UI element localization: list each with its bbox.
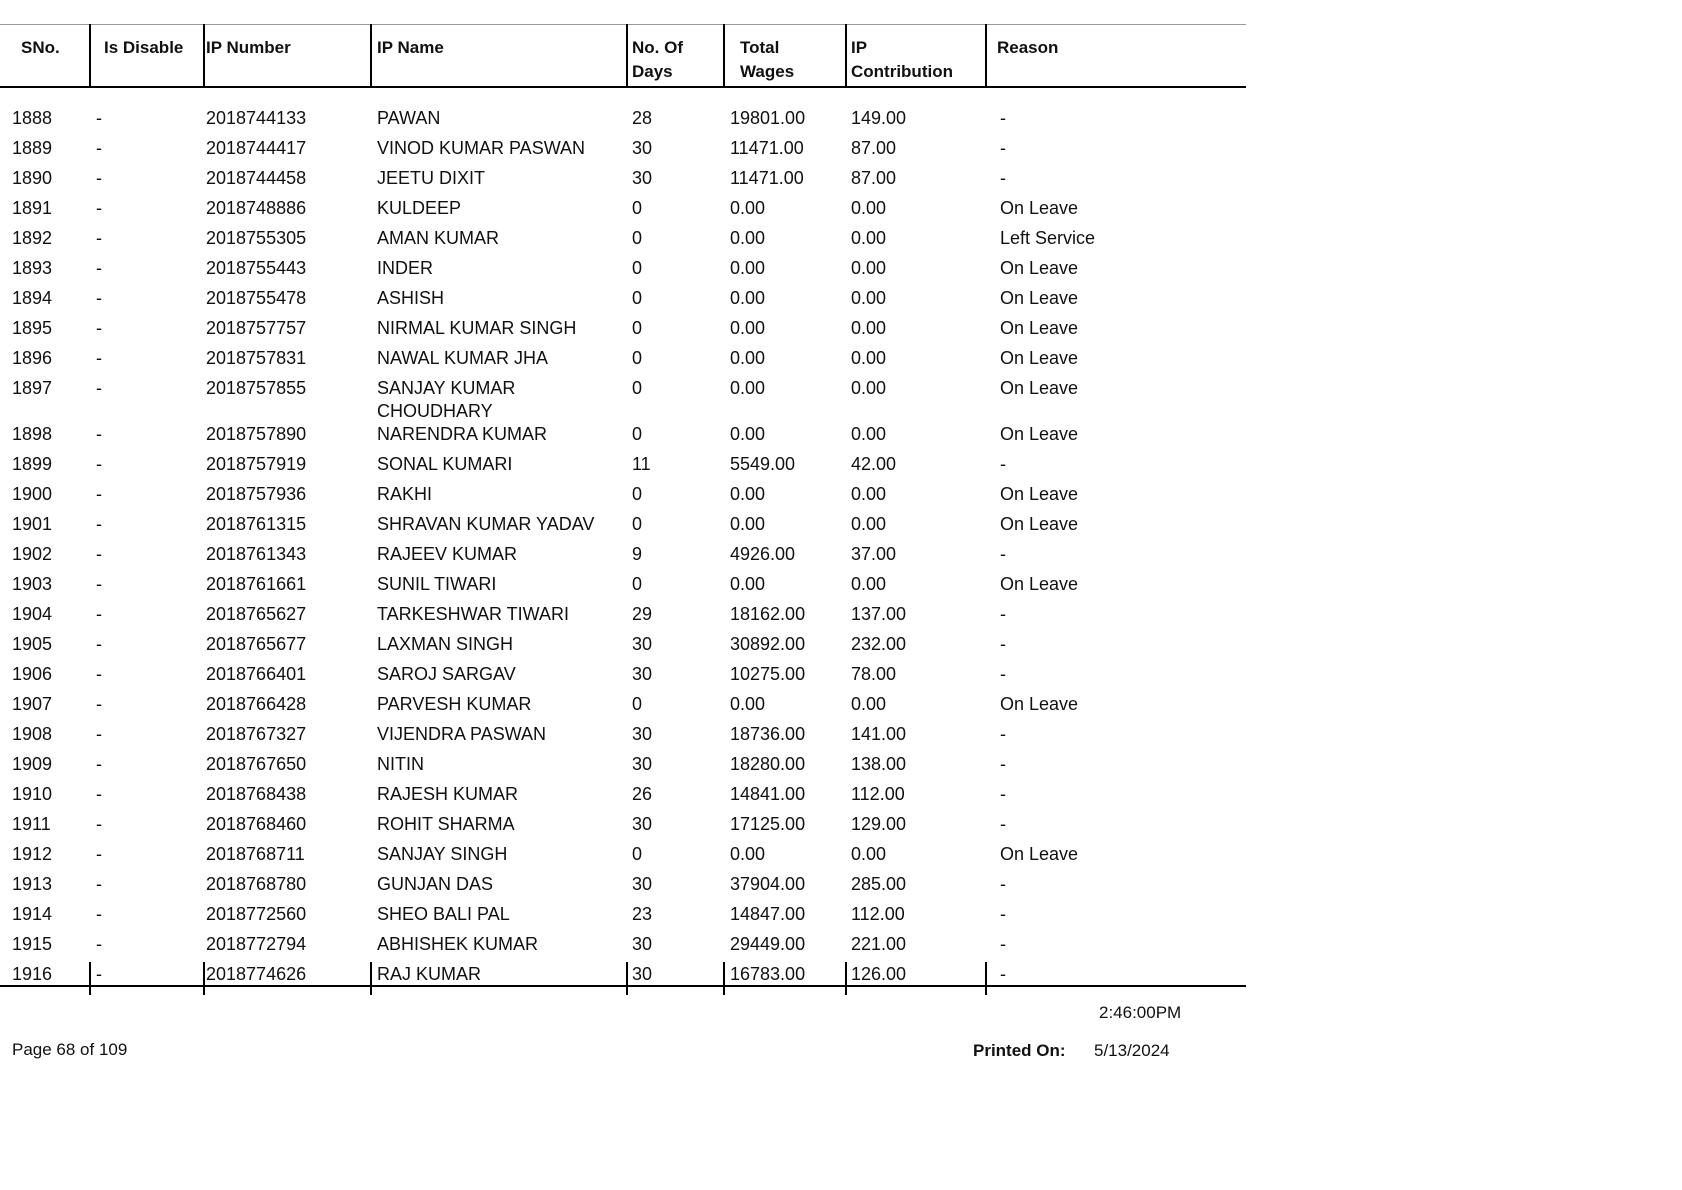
table-bottom-border	[0, 985, 1246, 987]
cell-days: 0	[632, 424, 643, 444]
cell-reason: On Leave	[1000, 844, 1079, 864]
cell-is-disable: -	[96, 514, 102, 534]
cell-is-disable: -	[96, 574, 102, 594]
cell-sno: 1897	[12, 378, 53, 398]
cell-ip-name: SHRAVAN KUMAR YADAV	[377, 514, 595, 534]
cell-reason: On Leave	[1000, 514, 1079, 534]
cell-contribution: 232.00	[851, 634, 907, 654]
cell-ip-number: 2018757936	[206, 484, 307, 504]
cell-days: 0	[632, 198, 643, 218]
cell-contribution: 42.00	[851, 454, 897, 474]
cell-is-disable: -	[96, 348, 102, 368]
cell-reason: -	[1000, 108, 1006, 128]
cell-ip-number: 2018772560	[206, 904, 307, 924]
cell-reason: -	[1000, 754, 1006, 774]
cell-ip-number: 2018767327	[206, 724, 307, 744]
cell-sno: 1910	[12, 784, 53, 804]
cell-is-disable: -	[96, 724, 102, 744]
cell-wages: 14841.00	[730, 784, 806, 804]
cell-is-disable: -	[96, 484, 102, 504]
cell-wages: 0.00	[730, 228, 766, 248]
cell-sno: 1894	[12, 288, 53, 308]
cell-sno: 1903	[12, 574, 53, 594]
cell-sno: 1892	[12, 228, 53, 248]
cell-sno: 1907	[12, 694, 53, 714]
header-ip-contribution	[851, 36, 953, 84]
cell-ip-name: GUNJAN DAS	[377, 874, 494, 894]
cell-days: 0	[632, 694, 643, 714]
cell-wages: 18162.00	[730, 604, 806, 624]
cell-ip-number: 2018744133	[206, 108, 307, 128]
cell-wages: 0.00	[730, 424, 766, 444]
cell-sno: 1902	[12, 544, 53, 564]
cell-reason: -	[1000, 138, 1006, 158]
cell-ip-name: CHOUDHARY	[377, 401, 493, 421]
cell-reason: -	[1000, 814, 1006, 834]
cell-ip-number: 2018768711	[206, 844, 305, 864]
cell-is-disable: -	[96, 784, 102, 804]
cell-sno: 1888	[12, 108, 53, 128]
cell-is-disable: -	[96, 108, 102, 128]
cell-reason: -	[1000, 168, 1006, 188]
cell-contribution: 0.00	[851, 228, 887, 248]
printed-on-label: Printed On:	[973, 1041, 1066, 1060]
cell-is-disable: -	[96, 454, 102, 474]
cell-contribution: 0.00	[851, 694, 887, 714]
cell-ip-name: RAJ KUMAR	[377, 964, 482, 984]
cell-sno: 1895	[12, 318, 53, 338]
cell-is-disable: -	[96, 964, 102, 984]
cell-days: 30	[632, 664, 653, 684]
cell-days: 26	[632, 784, 653, 804]
header-total-wages	[740, 36, 794, 84]
cell-ip-name: SHEO BALI PAL	[377, 904, 510, 924]
footer-column-divider	[626, 962, 628, 995]
cell-reason: On Leave	[1000, 574, 1079, 594]
header-column-divider	[89, 24, 91, 87]
cell-days: 0	[632, 228, 643, 248]
cell-days: 0	[632, 484, 643, 504]
cell-wages: 0.00	[730, 514, 766, 534]
cell-sno: 1898	[12, 424, 53, 444]
cell-ip-number: 2018761661	[206, 574, 307, 594]
header-no-of-days	[632, 36, 683, 84]
cell-wages: 0.00	[730, 198, 766, 218]
cell-is-disable: -	[96, 874, 102, 894]
cell-days: 0	[632, 288, 643, 308]
cell-ip-name: SUNIL TIWARI	[377, 574, 497, 594]
cell-wages: 0.00	[730, 484, 766, 504]
cell-ip-name: RAJESH KUMAR	[377, 784, 519, 804]
cell-is-disable: -	[96, 378, 102, 398]
header-reason: Reason	[997, 38, 1059, 57]
cell-ip-name: NITIN	[377, 754, 424, 774]
cell-wages: 11471.00	[730, 168, 804, 188]
cell-ip-name: SANJAY KUMAR	[377, 378, 516, 398]
cell-is-disable: -	[96, 904, 102, 924]
cell-contribution: 141.00	[851, 724, 907, 744]
cell-days: 30	[632, 724, 653, 744]
page-number: Page 68 of 109	[12, 1040, 128, 1059]
cell-wages: 37904.00	[730, 874, 806, 894]
cell-ip-number: 2018757919	[206, 454, 307, 474]
cell-contribution: 126.00	[851, 964, 907, 984]
header-is-disable: Is Disable	[104, 38, 184, 57]
header-ip-name: IP Name	[377, 38, 444, 57]
cell-wages: 16783.00	[730, 964, 806, 984]
cell-contribution: 138.00	[851, 754, 907, 774]
cell-reason: -	[1000, 634, 1006, 654]
cell-ip-name: ASHISH	[377, 288, 445, 308]
header-column-divider	[370, 24, 372, 87]
cell-reason: -	[1000, 664, 1006, 684]
cell-days: 30	[632, 754, 653, 774]
header-sno: SNo.	[21, 38, 60, 57]
cell-sno: 1891	[12, 198, 53, 218]
cell-is-disable: -	[96, 544, 102, 564]
cell-reason: -	[1000, 724, 1006, 744]
cell-ip-number: 2018766428	[206, 694, 307, 714]
cell-ip-number: 2018757831	[206, 348, 307, 368]
cell-wages: 10275.00	[730, 664, 806, 684]
cell-ip-number: 2018761343	[206, 544, 307, 564]
cell-ip-name: PARVESH KUMAR	[377, 694, 532, 714]
header-column-divider	[626, 24, 628, 87]
cell-wages: 19801.00	[730, 108, 806, 128]
cell-sno: 1890	[12, 168, 53, 188]
cell-ip-number: 2018768460	[206, 814, 307, 834]
cell-ip-number: 2018761315	[206, 514, 307, 534]
cell-sno: 1915	[12, 934, 53, 954]
cell-contribution: 112.00	[851, 904, 905, 924]
cell-sno: 1889	[12, 138, 53, 158]
footer-column-divider	[985, 962, 987, 995]
cell-is-disable: -	[96, 694, 102, 714]
cell-reason: -	[1000, 904, 1006, 924]
cell-sno: 1904	[12, 604, 53, 624]
cell-is-disable: -	[96, 424, 102, 444]
cell-sno: 1909	[12, 754, 53, 774]
cell-days: 30	[632, 138, 653, 158]
cell-reason: On Leave	[1000, 288, 1079, 308]
cell-ip-number: 2018757890	[206, 424, 307, 444]
cell-wages: 0.00	[730, 574, 766, 594]
cell-ip-number: 2018755478	[206, 288, 307, 308]
cell-is-disable: -	[96, 604, 102, 624]
cell-sno: 1916	[12, 964, 53, 984]
cell-days: 29	[632, 604, 653, 624]
cell-is-disable: -	[96, 664, 102, 684]
cell-is-disable: -	[96, 138, 102, 158]
cell-is-disable: -	[96, 634, 102, 654]
cell-days: 0	[632, 574, 643, 594]
cell-reason: -	[1000, 454, 1006, 474]
cell-ip-name: SANJAY SINGH	[377, 844, 508, 864]
cell-wages: 17125.00	[730, 814, 806, 834]
cell-contribution: 129.00	[851, 814, 907, 834]
cell-contribution: 112.00	[851, 784, 905, 804]
cell-ip-name: PAWAN	[377, 108, 441, 128]
cell-ip-number: 2018755443	[206, 258, 307, 278]
cell-days: 30	[632, 634, 653, 654]
cell-sno: 1914	[12, 904, 53, 924]
cell-is-disable: -	[96, 198, 102, 218]
cell-wages: 18280.00	[730, 754, 806, 774]
cell-contribution: 87.00	[851, 168, 897, 188]
cell-reason: -	[1000, 784, 1006, 804]
cell-is-disable: -	[96, 318, 102, 338]
cell-wages: 18736.00	[730, 724, 806, 744]
cell-days: 0	[632, 378, 643, 398]
cell-sno: 1896	[12, 348, 53, 368]
cell-ip-number: 2018744417	[206, 138, 307, 158]
cell-ip-name: LAXMAN SINGH	[377, 634, 514, 654]
cell-days: 30	[632, 168, 653, 188]
cell-reason: -	[1000, 964, 1006, 984]
cell-is-disable: -	[96, 288, 102, 308]
cell-contribution: 0.00	[851, 514, 887, 534]
cell-wages: 29449.00	[730, 934, 806, 954]
cell-ip-number: 2018755305	[206, 228, 307, 248]
cell-ip-name: RAJEEV KUMAR	[377, 544, 518, 564]
header-column-divider	[845, 24, 847, 87]
cell-reason: On Leave	[1000, 694, 1079, 714]
cell-days: 9	[632, 544, 643, 564]
cell-is-disable: -	[96, 168, 102, 188]
cell-sno: 1912	[12, 844, 53, 864]
cell-reason: -	[1000, 934, 1006, 954]
cell-reason: On Leave	[1000, 258, 1079, 278]
header-ip-contribution-line-2: Contribution	[851, 62, 953, 81]
cell-days: 28	[632, 108, 653, 128]
cell-reason: On Leave	[1000, 424, 1079, 444]
cell-ip-number: 2018772794	[206, 934, 307, 954]
cell-contribution: 0.00	[851, 484, 887, 504]
cell-wages: 14847.00	[730, 904, 806, 924]
cell-ip-number: 2018757855	[206, 378, 307, 398]
cell-reason: On Leave	[1000, 348, 1079, 368]
cell-ip-name: AMAN KUMAR	[377, 228, 500, 248]
cell-ip-number: 2018757757	[206, 318, 307, 338]
cell-ip-number: 2018774626	[206, 964, 307, 984]
cell-contribution: 285.00	[851, 874, 907, 894]
cell-ip-name: VINOD KUMAR PASWAN	[377, 138, 586, 158]
table-top-border	[0, 24, 1246, 25]
cell-is-disable: -	[96, 934, 102, 954]
cell-days: 0	[632, 844, 643, 864]
cell-days: 0	[632, 514, 643, 534]
header-no-of-days-line-2: Days	[632, 62, 673, 81]
cell-contribution: 0.00	[851, 378, 887, 398]
cell-sno: 1911	[12, 814, 51, 834]
cell-sno: 1900	[12, 484, 53, 504]
cell-is-disable: -	[96, 814, 102, 834]
cell-wages: 0.00	[730, 288, 766, 308]
footer-column-divider	[203, 962, 205, 995]
cell-days: 23	[632, 904, 653, 924]
cell-sno: 1906	[12, 664, 53, 684]
cell-contribution: 0.00	[851, 348, 887, 368]
cell-ip-number: 2018765627	[206, 604, 307, 624]
cell-ip-number: 2018768438	[206, 784, 307, 804]
cell-ip-name: VIJENDRA PASWAN	[377, 724, 547, 744]
cell-wages: 5549.00	[730, 454, 796, 474]
cell-ip-number: 2018765677	[206, 634, 307, 654]
cell-ip-name: SAROJ SARGAV	[377, 664, 516, 684]
cell-wages: 0.00	[730, 378, 766, 398]
cell-reason: -	[1000, 544, 1006, 564]
cell-wages: 0.00	[730, 844, 766, 864]
cell-days: 30	[632, 814, 653, 834]
cell-contribution: 78.00	[851, 664, 897, 684]
cell-contribution: 0.00	[851, 198, 887, 218]
cell-ip-name: ROHIT SHARMA	[377, 814, 515, 834]
cell-contribution: 221.00	[851, 934, 907, 954]
cell-days: 30	[632, 934, 653, 954]
cell-ip-name: NAWAL KUMAR JHA	[377, 348, 549, 368]
cell-sno: 1893	[12, 258, 53, 278]
footer-column-divider	[370, 962, 372, 995]
cell-ip-number: 2018744458	[206, 168, 307, 188]
header-column-divider	[985, 24, 987, 87]
cell-contribution: 0.00	[851, 258, 887, 278]
cell-wages: 11471.00	[730, 138, 804, 158]
cell-is-disable: -	[96, 844, 102, 864]
cell-sno: 1905	[12, 634, 53, 654]
header-total-wages-line-2: Wages	[740, 62, 795, 81]
cell-ip-name: KULDEEP	[377, 198, 462, 218]
printed-time: 2:46:00PM	[1099, 1003, 1182, 1022]
cell-days: 30	[632, 964, 653, 984]
cell-wages: 0.00	[730, 258, 766, 278]
cell-contribution: 0.00	[851, 424, 887, 444]
cell-days: 30	[632, 874, 653, 894]
cell-ip-name: JEETU DIXIT	[377, 168, 486, 188]
cell-reason: On Leave	[1000, 198, 1079, 218]
cell-days: 0	[632, 318, 643, 338]
cell-contribution: 0.00	[851, 318, 887, 338]
cell-is-disable: -	[96, 228, 102, 248]
cell-contribution: 37.00	[851, 544, 897, 564]
cell-contribution: 0.00	[851, 574, 887, 594]
cell-ip-name: SONAL KUMARI	[377, 454, 513, 474]
cell-reason: On Leave	[1000, 318, 1079, 338]
cell-days: 0	[632, 348, 643, 368]
cell-wages: 0.00	[730, 318, 766, 338]
cell-days: 0	[632, 258, 643, 278]
footer-column-divider	[89, 962, 91, 995]
cell-sno: 1901	[12, 514, 53, 534]
cell-ip-name: INDER	[377, 258, 434, 278]
cell-is-disable: -	[96, 754, 102, 774]
cell-sno: 1899	[12, 454, 53, 474]
header-ip-contribution-line-1: IP	[851, 38, 868, 57]
header-column-divider	[723, 24, 725, 87]
printed-date: 5/13/2024	[1094, 1041, 1170, 1060]
cell-ip-number: 2018768780	[206, 874, 307, 894]
cell-wages: 4926.00	[730, 544, 796, 564]
cell-is-disable: -	[96, 258, 102, 278]
cell-contribution: 149.00	[851, 108, 907, 128]
cell-days: 11	[632, 454, 651, 474]
footer-column-divider	[845, 962, 847, 995]
cell-ip-number: 2018766401	[206, 664, 307, 684]
cell-reason: -	[1000, 604, 1006, 624]
cell-ip-name: TARKESHWAR TIWARI	[377, 604, 570, 624]
cell-ip-number: 2018748886	[206, 198, 307, 218]
footer-column-divider	[723, 962, 725, 995]
cell-reason: On Leave	[1000, 484, 1079, 504]
cell-reason: -	[1000, 874, 1006, 894]
cell-ip-number: 2018767650	[206, 754, 307, 774]
header-bottom-border	[0, 86, 1246, 88]
cell-reason: Left Service	[1000, 228, 1096, 248]
cell-ip-name: NIRMAL KUMAR SINGH	[377, 318, 577, 338]
cell-sno: 1913	[12, 874, 53, 894]
cell-wages: 30892.00	[730, 634, 806, 654]
header-ip-number: IP Number	[206, 38, 291, 57]
cell-sno: 1908	[12, 724, 53, 744]
cell-contribution: 0.00	[851, 288, 887, 308]
cell-contribution: 87.00	[851, 138, 897, 158]
cell-wages: 0.00	[730, 694, 766, 714]
cell-ip-name: NARENDRA KUMAR	[377, 424, 548, 444]
header-total-wages-line-1: Total	[740, 38, 780, 57]
header-no-of-days-line-1: No. Of	[632, 38, 683, 57]
cell-contribution: 0.00	[851, 844, 887, 864]
cell-contribution: 137.00	[851, 604, 907, 624]
cell-wages: 0.00	[730, 348, 766, 368]
header-column-divider	[203, 24, 205, 87]
contribution-table	[0, 24, 1246, 986]
cell-ip-name: ABHISHEK KUMAR	[377, 934, 539, 954]
cell-reason: On Leave	[1000, 378, 1079, 398]
cell-ip-name: RAKHI	[377, 484, 433, 504]
